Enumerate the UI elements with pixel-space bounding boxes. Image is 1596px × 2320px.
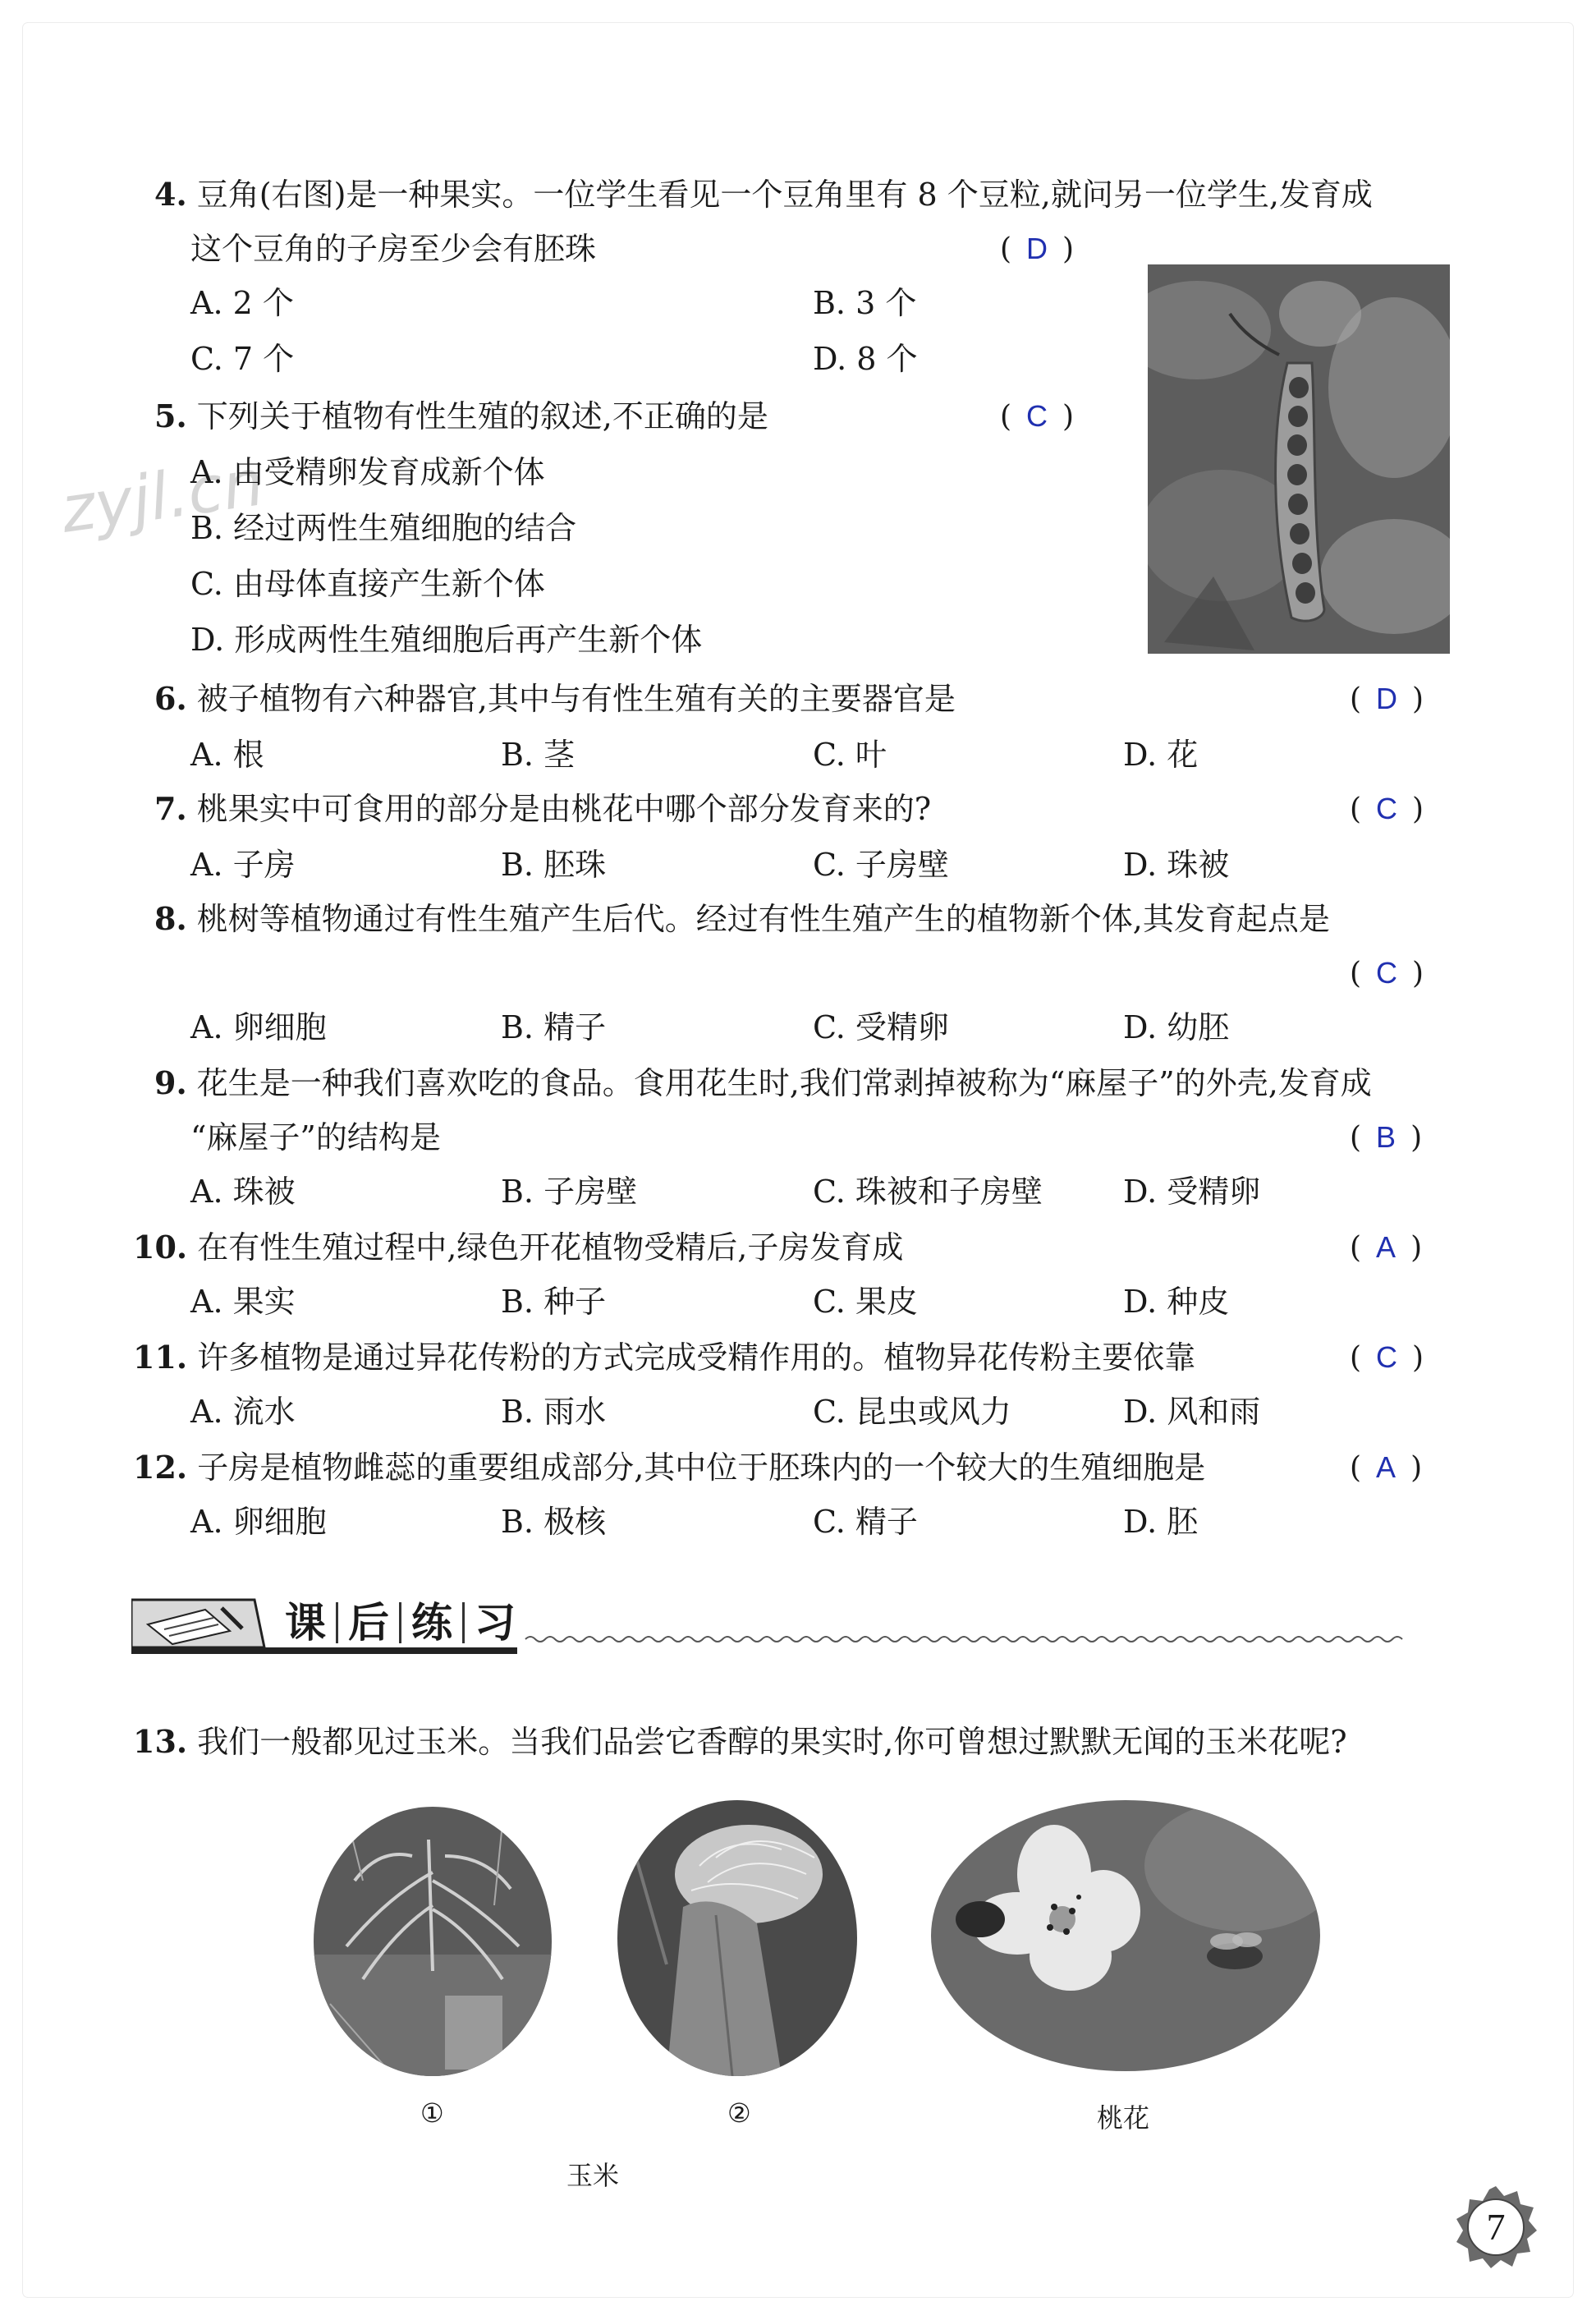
question-text: 桃果实中可食用的部分是由桃花中哪个部分发育来的?	[196, 791, 932, 827]
answer-bracket: ( A )	[1350, 1450, 1423, 1485]
option: C. 由母体直接产生新个体	[190, 566, 545, 602]
answer-bracket: ( C )	[1350, 956, 1424, 990]
question-11	[133, 1339, 1195, 1376]
answer-bracket: ( B )	[1350, 1120, 1423, 1155]
option: C. 子房壁	[813, 847, 949, 883]
bee-icon	[1207, 1932, 1263, 1969]
option: C. 昆虫或风力	[813, 1394, 1011, 1430]
section-title-char: 课	[275, 1602, 338, 1643]
caption-photo-1: ①	[420, 2097, 444, 2129]
option: A. 2 个	[190, 285, 294, 321]
caption-photo-2: ②	[727, 2097, 751, 2129]
option: B. 经过两性生殖细胞的结合	[190, 510, 577, 546]
option: D. 珠被	[1123, 847, 1230, 883]
option: B. 茎	[501, 737, 576, 773]
question-number: 13.	[133, 1723, 188, 1760]
option: C. 果皮	[813, 1284, 918, 1320]
option: C. 精子	[813, 1504, 918, 1540]
question-text: 豆角(右图)是一种果实。一位学生看见一个豆角里有 8 个豆粒,就问另一位学生,发育成	[196, 177, 1373, 213]
option: D. 受精卵	[1123, 1174, 1261, 1210]
answer-bracket: ( C )	[1000, 399, 1075, 434]
peach-blossom-bee-photo	[931, 1800, 1320, 2071]
option: D. 8 个	[813, 341, 918, 377]
answer-letter: C	[1376, 792, 1398, 825]
option: C. 叶	[813, 737, 887, 773]
question-text: 在有性生殖过程中,绿色开花植物受精后,子房发育成	[197, 1229, 904, 1266]
option: A. 珠被	[190, 1174, 296, 1210]
question-text: 子房是植物雌蕊的重要组成部分,其中位于胚珠内的一个较大的生殖细胞是	[197, 1449, 1206, 1486]
question-number: 4.	[154, 176, 187, 213]
option: B. 胚珠	[501, 847, 607, 883]
section-title-char: 习	[475, 1598, 516, 1647]
question-5	[154, 397, 768, 435]
answer-letter: C	[1026, 399, 1048, 433]
question-number: 11.	[133, 1339, 188, 1376]
answer-bracket: ( A )	[1350, 1230, 1423, 1265]
option: C. 受精卵	[813, 1009, 949, 1045]
page-number-badge	[1453, 2184, 1539, 2270]
answer-bracket: ( D )	[1350, 682, 1424, 716]
question-text: 花生是一种我们喜欢吃的食品。食用花生时,我们常剥掉被称为“麻屋子”的外壳,发育成	[196, 1065, 1372, 1101]
question-7	[154, 790, 931, 828]
question-13	[133, 1723, 1347, 1761]
question-8	[154, 900, 1330, 938]
question-10	[133, 1229, 903, 1266]
question-9-line2: “麻屋子”的结构是	[190, 1119, 441, 1155]
option: A. 卵细胞	[190, 1504, 327, 1540]
question-number: 8.	[154, 900, 187, 937]
question-number: 10.	[133, 1229, 188, 1266]
option: D. 幼胚	[1123, 1009, 1230, 1045]
question-number: 9.	[154, 1064, 187, 1101]
section-title-char: 练	[401, 1602, 465, 1643]
question-text: 桃树等植物通过有性生殖产生后代。经过有性生殖产生的植物新个体,其发育起点是	[196, 901, 1330, 937]
question-text: 被子植物有六种器官,其中与有性生殖有关的主要器官是	[196, 681, 956, 717]
option: C. 珠被和子房壁	[813, 1174, 1043, 1210]
question-4	[154, 176, 1373, 214]
option: B. 雨水	[501, 1394, 607, 1430]
caption-peach: 桃花	[1097, 2102, 1150, 2134]
question-number: 5.	[154, 397, 187, 434]
question-text: 下列关于植物有性生殖的叙述,不正确的是	[196, 398, 768, 434]
option: B. 子房壁	[501, 1174, 638, 1210]
corn-silk-photo	[617, 1800, 857, 2076]
page-number: 7	[1486, 2206, 1506, 2248]
question-number: 12.	[133, 1449, 188, 1486]
caption-corn: 玉米	[566, 2160, 620, 2191]
answer-bracket: ( C )	[1350, 1340, 1424, 1375]
option: A. 根	[190, 737, 264, 773]
corn-tassel-photo	[314, 1807, 552, 2076]
answer-letter: B	[1376, 1120, 1396, 1154]
section-title-char: 后	[338, 1602, 401, 1643]
question-number: 7.	[154, 790, 187, 827]
question-number: 6.	[154, 680, 187, 717]
watermark: zyjl.cn	[56, 446, 268, 548]
question-12	[133, 1449, 1205, 1486]
answer-letter: A	[1376, 1450, 1396, 1484]
answer-letter: A	[1376, 1230, 1396, 1264]
question-4-line2: 这个豆角的子房至少会有胚珠	[190, 231, 597, 267]
section-title	[275, 1598, 525, 1647]
option: D. 胚	[1123, 1504, 1199, 1540]
option: D. 风和雨	[1123, 1394, 1261, 1430]
answer-bracket: ( D )	[1000, 232, 1075, 266]
question-6	[154, 680, 956, 718]
option: B. 极核	[501, 1504, 607, 1540]
option: A. 流水	[190, 1394, 296, 1430]
section-header	[131, 1592, 1437, 1657]
option: A. 由受精卵发育成新个体	[190, 454, 545, 490]
option: B. 种子	[501, 1284, 607, 1320]
option: A. 卵细胞	[190, 1009, 327, 1045]
answer-letter: C	[1376, 956, 1398, 990]
answer-bracket: ( C )	[1350, 792, 1424, 826]
answer-letter: D	[1376, 682, 1398, 715]
option: C. 7 个	[190, 341, 295, 377]
option: D. 形成两性生殖细胞后再产生新个体	[190, 622, 703, 658]
option: D. 种皮	[1123, 1284, 1230, 1320]
option: A. 果实	[190, 1284, 296, 1320]
question-text: 我们一般都见过玉米。当我们品尝它香醇的果实时,你可曾想过默默无闻的玉米花呢?	[197, 1724, 1347, 1760]
pea-pod-photo	[1148, 264, 1450, 654]
question-9	[154, 1064, 1372, 1102]
answer-letter: C	[1376, 1340, 1398, 1374]
answer-letter: D	[1026, 232, 1048, 265]
option: B. 精子	[501, 1009, 607, 1045]
option: A. 子房	[190, 847, 296, 883]
option: B. 3 个	[813, 285, 917, 321]
option: D. 花	[1123, 737, 1199, 773]
question-text: 许多植物是通过异花传粉的方式完成受精作用的。植物异花传粉主要依靠	[197, 1339, 1196, 1376]
